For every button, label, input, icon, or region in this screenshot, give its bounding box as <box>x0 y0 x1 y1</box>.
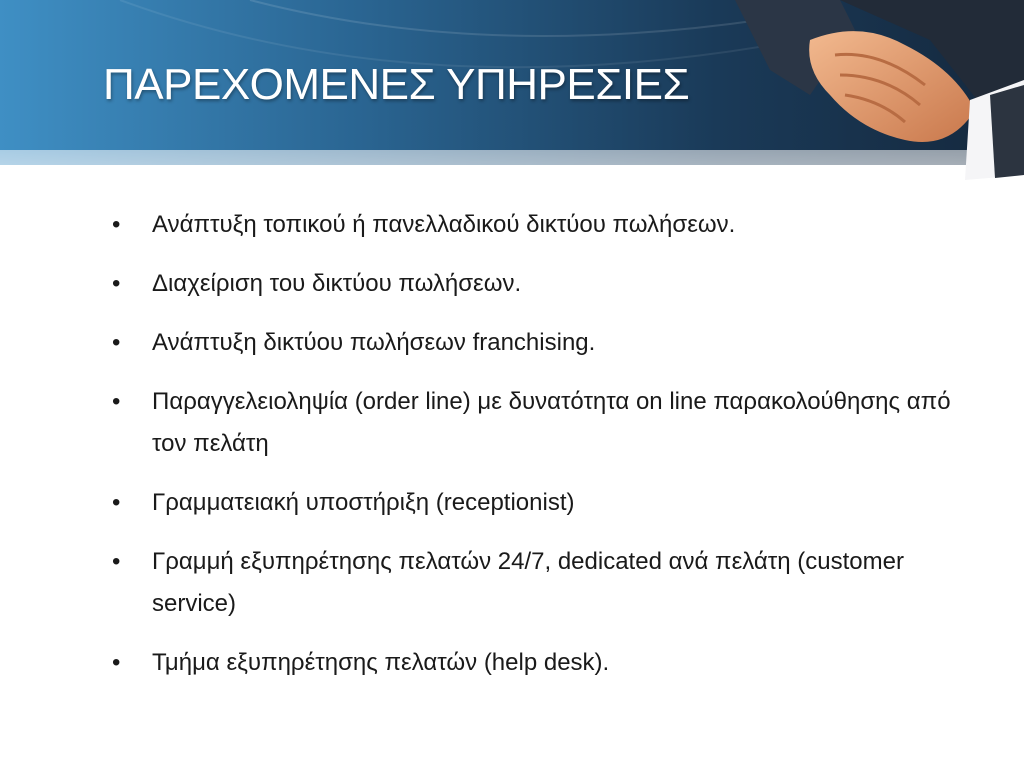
bullet-text: Παραγγελειοληψία (order line) με δυνατότητα on line παρακολούθησης από τον πελάτη <box>152 388 951 457</box>
list-item <box>112 263 972 305</box>
bullet-text: Τμήμα εξυπηρέτησης πελατών (help desk). <box>152 649 610 676</box>
bullet-text: Διαχείριση του δικτύου πωλήσεων. <box>152 270 522 297</box>
bullet-icon: • <box>112 489 121 516</box>
bullet-list <box>112 204 972 701</box>
bullet-text: Ανάπτυξη δικτύου πωλήσεων franchising. <box>152 329 596 356</box>
bullet-text: Γραμμή εξυπηρέτησης πελατών 24/7, dedicated ανά πελάτη (customer service) <box>152 548 904 617</box>
bullet-icon: • <box>112 388 121 415</box>
bullet-icon: • <box>112 329 121 356</box>
list-item <box>112 642 972 684</box>
bullet-text: Ανάπτυξη τοπικού ή πανελλαδικού δικτύου πωλήσεων. <box>152 211 736 238</box>
slide-title: ΠΑΡΕΧΟΜΕΝΕΣ ΥΠΗΡΕΣΙΕΣ <box>103 60 690 109</box>
list-item <box>112 204 972 246</box>
list-item <box>112 322 972 364</box>
bullet-icon: • <box>112 211 121 238</box>
bullet-text: Γραμματειακή υποστήριξη (receptionist) <box>152 489 575 516</box>
bullet-icon: • <box>112 649 121 676</box>
list-item <box>112 381 972 465</box>
bullet-icon: • <box>112 270 121 297</box>
list-item <box>112 482 972 524</box>
bullet-icon: • <box>112 548 121 575</box>
list-item <box>112 541 972 625</box>
